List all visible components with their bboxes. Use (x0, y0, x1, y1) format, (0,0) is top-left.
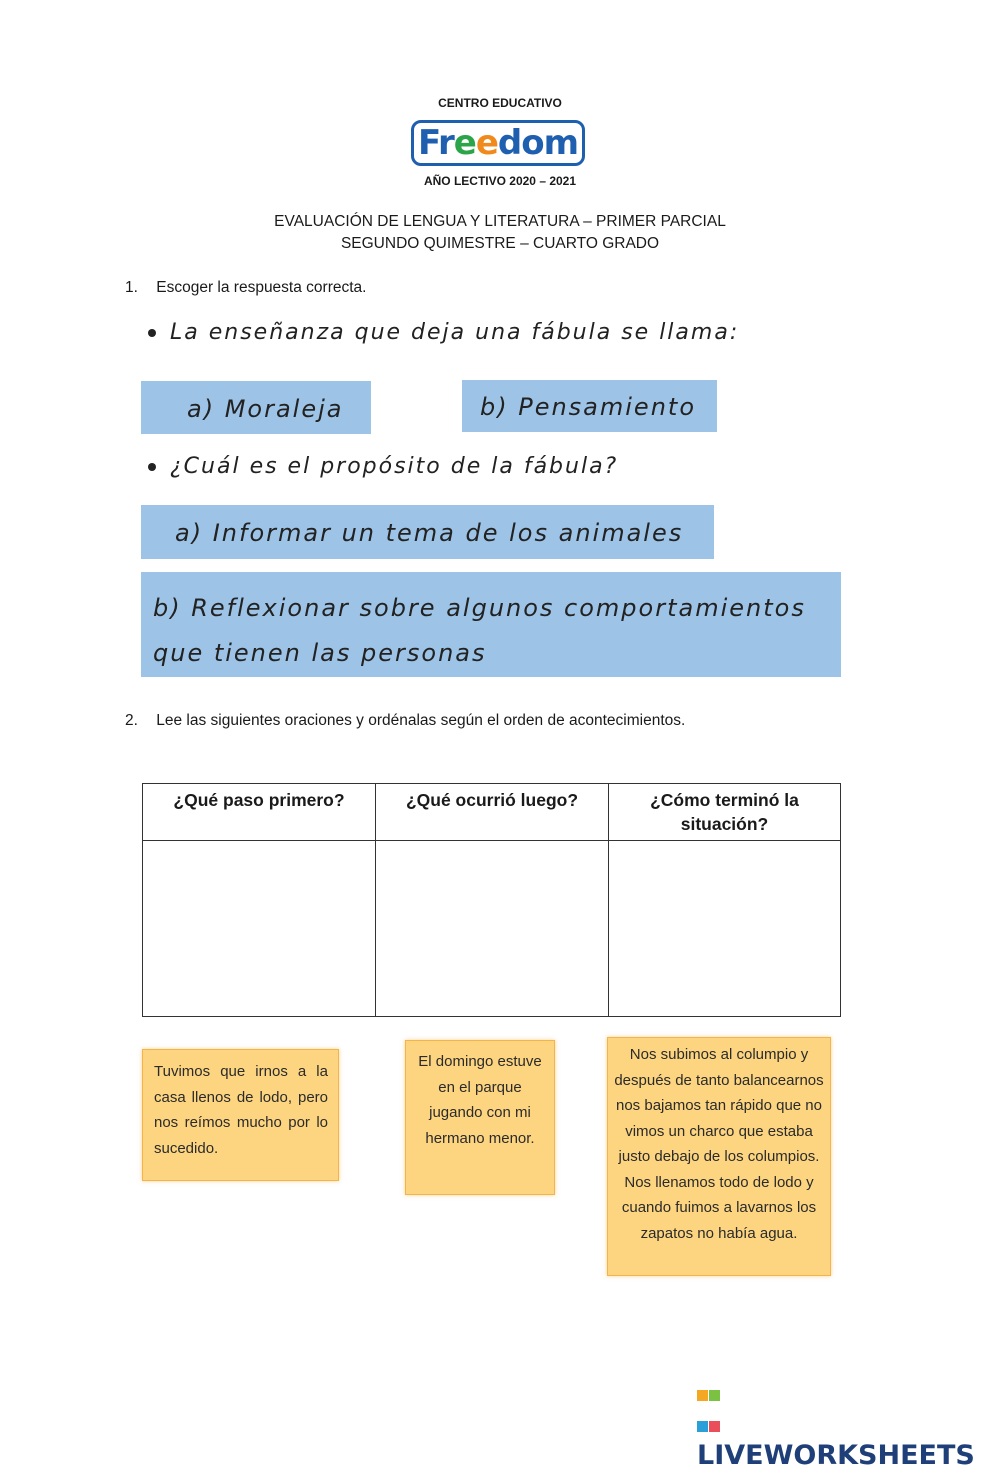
drop-zone-then[interactable] (376, 841, 609, 1017)
drop-zone-end[interactable] (609, 841, 841, 1017)
bullet-icon (148, 463, 156, 471)
question-1 (125, 279, 366, 297)
prompt-text: ¿Cuál es el propósito de la fábula? (170, 454, 619, 479)
prompt-proposito (148, 454, 618, 479)
brand-text: LIVEWORKSHEETS (697, 1440, 975, 1471)
event-card-start[interactable]: El domingo estuve en el parque jugando con mi hermano menor. (405, 1040, 555, 1195)
option-line-2: que tienen las personas (153, 639, 487, 667)
column-end: ¿Cómo terminó la situación? (609, 784, 841, 841)
question-2 (125, 712, 685, 730)
option-line-1: b) Reflexionar sobre algunos comportamientos (153, 594, 806, 622)
option-informar[interactable]: a) Informar un tema de los animales (141, 505, 714, 559)
option-reflexionar[interactable] (141, 572, 841, 677)
freedom-logo: Freedom (411, 120, 585, 166)
question-text: Lee las siguientes oraciones y ordénalas según el orden de acontecimientos. (156, 712, 686, 729)
exam-title (0, 211, 1000, 255)
school-year: AÑO LECTIVO 2020 – 2021 (423, 174, 577, 188)
option-moraleja[interactable]: a) Moraleja (141, 381, 371, 434)
prompt-moraleja (148, 320, 739, 345)
question-number: 1. (125, 279, 138, 296)
bullet-icon (148, 329, 156, 337)
exam-title-line-1: EVALUACIÓN DE LENGUA Y LITERATURA – PRIMER PARCIAL (274, 213, 726, 230)
column-first: ¿Qué paso primero? (143, 784, 376, 841)
order-table (142, 783, 841, 1017)
school-label: CENTRO EDUCATIVO (438, 96, 562, 110)
question-text: Escoger la respuesta correcta. (156, 279, 367, 296)
drop-zone-first[interactable] (143, 841, 376, 1017)
liveworksheets-icon (697, 1378, 721, 1440)
liveworksheets-logo (697, 1378, 1000, 1471)
event-card-end[interactable]: Tuvimos que irnos a la casa llenos de lodo, pero nos reímos mucho por lo sucedido. (142, 1049, 339, 1181)
event-card-middle[interactable]: Nos subimos al columpio y después de tanto balancearnos nos bajamos tan rápido que no vimos un charco que estaba justo debajo de los columpios. Nos llenamos todo de lodo y cuando fuimos a lavarnos los zapatos no había agua. (607, 1037, 831, 1276)
exam-title-line-2: SEGUNDO QUIMESTRE – CUARTO GRADO (340, 235, 660, 252)
question-number: 2. (125, 712, 138, 729)
column-then: ¿Qué ocurrió luego? (376, 784, 609, 841)
option-pensamiento[interactable]: b) Pensamiento (462, 380, 717, 432)
prompt-text: La enseñanza que deja una fábula se llama: (170, 320, 740, 345)
